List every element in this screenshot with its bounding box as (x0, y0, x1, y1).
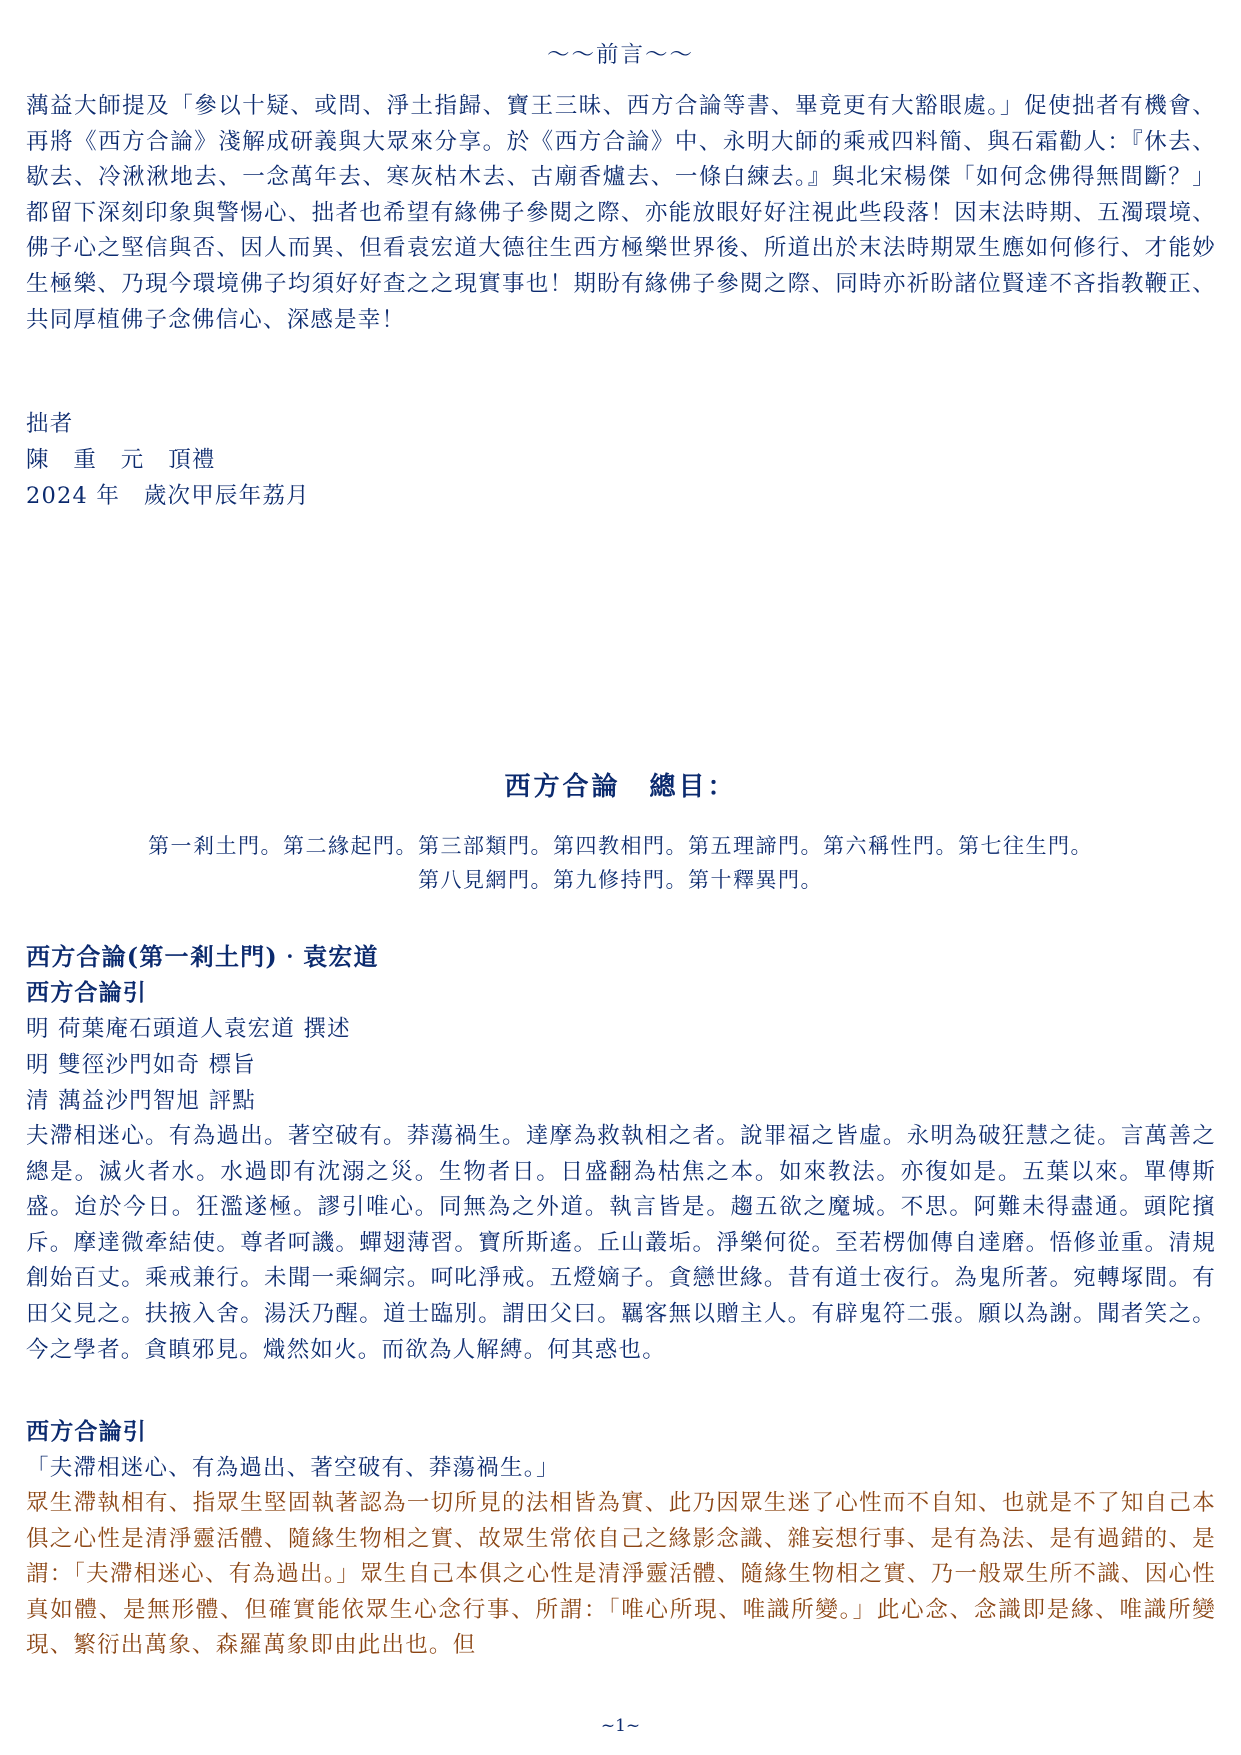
commentary-quote: 「夫滯相迷心、有為過出、著空破有、莽蕩禍生。」 (26, 1455, 560, 1481)
signature-name: 陳 重 元 頂禮 (26, 447, 216, 473)
preface-title: ～～前言～～ (546, 42, 694, 68)
signature-block (26, 406, 1216, 514)
preface-body: 蕅益大師提及「參以十疑、或問、淨土指歸、寶王三昧、西方合論等書、畢竟更有大豁眼處。」促使拙者有機會、再將《西方合論》淺解成研義與大眾來分享。於《西方合論》中、永明大師的乘戒四料簡、與石霜勸人：『休去、歇去、冷湫湫地去、一念萬年去、寒灰枯木去、古廟香爐去、一條白練去。』與北宋楊傑「如何念佛得無間斷？」都留下深刻印象與警惕心、拙者也希望有緣佛子參閱之際、亦能放眼好好注視此些段落！因末法時期、五濁環境、佛子心之堅信與否、因人而異、但看袁宏道大德往生西方極樂世界後、所道出於末法時期眾生應如何修行、才能妙生極樂、乃現今環境佛子均須好好查之之現實事也！期盼有緣佛子參閱之際、同時亦祈盼諸位賢達不吝指教鞭正、共同厚植佛子念佛信心、深感是幸！ (26, 93, 1216, 333)
toc-title: 西方合論 總目： (504, 772, 737, 802)
section-subheading: 西方合論引 (26, 979, 147, 1006)
credit-line-2: 明 雙徑沙門如奇 標旨 (26, 1052, 257, 1078)
section-block (26, 939, 1216, 1368)
signature-date: 2024 年 歲次甲辰年荔月 (26, 483, 310, 509)
credit-line-3: 清 蕅益沙門智旭 評點 (26, 1088, 257, 1114)
commentary-subheading: 西方合論引 (26, 1418, 147, 1445)
commentary-block (26, 1414, 1216, 1664)
commentary-text: 眾生滯執相有、指眾生堅固執著認為一切所見的法相皆為實、此乃因眾生迷了心性而不自知、也就是不了知自己本俱之心性是清淨靈活體、隨緣生物相之實、故眾生常依自己之緣影念識、雜妄想行事、是有為法、是有過錯的、是謂：「夫滯相迷心、有為過出。」眾生自己本俱之心性是清淨靈活體、隨緣生物相之實、乃一般眾生所不識、因心性真如體、是無形體、但確實能依眾生心念行事、所謂：「唯心所現、唯識所變。」此心念、念識即是緣、唯識所變現、繁衍出萬象、森羅萬象即由此出也。但 (26, 1490, 1216, 1659)
toc-line-1: 第一剎土門。第二緣起門。第三部類門。第四教相門。第五理諦門。第六稱性門。第七往生門。 (148, 834, 1093, 858)
credit-line-1: 明 荷葉庵石頭道人袁宏道 撰述 (26, 1016, 351, 1042)
page-number: ~1~ (600, 1716, 641, 1736)
section-text: 夫滯相迷心。有為過出。著空破有。莽蕩禍生。達摩為救執相之者。說罪福之皆虛。永明為破狂慧之徒。言萬善之總是。滅火者水。水過即有沈溺之災。生物者日。日盛翻為枯焦之本。如來教法。亦復如是。五葉以來。單傳斯盛。迨於今日。狂濫遂極。謬引唯心。同無為之外道。執言皆是。趨五欲之魔城。不思。阿難未得盡通。頭陀擯斥。摩達微牽結使。尊者呵譏。蟬翅薄習。寶所斯遙。丘山叢垢。淨樂何從。至若楞伽傳自達磨。悟修並重。清規創始百丈。乘戒兼行。未聞一乘綱宗。呵叱淨戒。五燈嫡子。貪戀世緣。昔有道士夜行。為鬼所著。宛轉塚間。有田父見之。扶掖入舍。湯沃乃醒。道士臨別。謂田父曰。羈客無以贈主人。有辟鬼符二張。願以為謝。聞者笑之。今之學者。貪瞋邪見。熾然如火。而欲為人解縛。何其惑也。 (26, 1123, 1216, 1363)
section-heading: 西方合論(第一剎土門)‧袁宏道 (26, 942, 379, 971)
toc-line-2: 第八見網門。第九修持門。第十釋異門。 (418, 868, 823, 892)
signature-author-label: 拙者 (26, 411, 74, 437)
